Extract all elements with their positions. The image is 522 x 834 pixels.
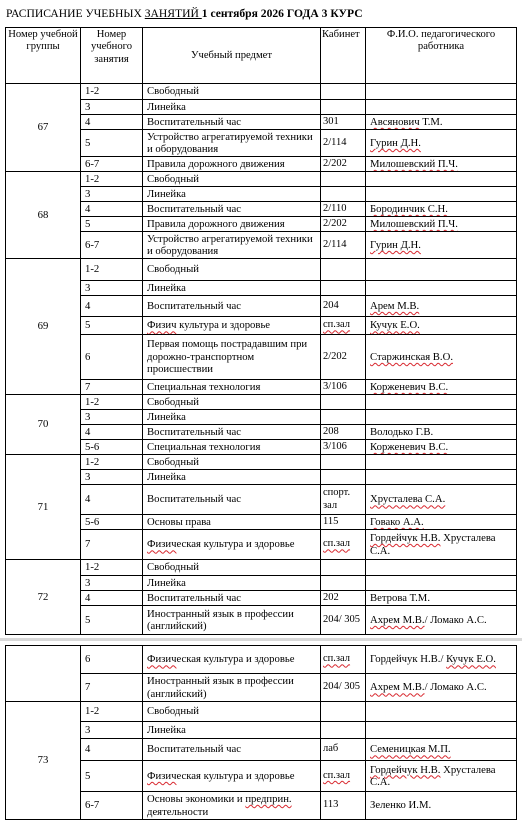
title-date-course: 1 сентября 2026 ГОДА 3 КУРС <box>201 7 363 20</box>
lesson-number: 6-7 <box>81 792 143 820</box>
lesson-number: 6 <box>81 335 143 380</box>
subject-name: Воспитательный час <box>143 739 321 761</box>
table-row <box>6 455 517 470</box>
teacher-name: Хрусталева С.А. <box>366 485 517 515</box>
teacher-name <box>366 722 517 739</box>
room-number: сп.зал <box>321 761 366 792</box>
teacher-name: Зеленко И.М. <box>366 792 517 820</box>
room-number: 2/110 <box>321 202 366 217</box>
room-number: 2/202 <box>321 217 366 232</box>
teacher-name: Володько Г.В. <box>366 425 517 440</box>
table-row <box>6 761 517 792</box>
subject-name: Линейка <box>143 281 321 296</box>
title-underlined-text: ЗАНЯТИЙ <box>144 7 202 20</box>
room-number: 3/106 <box>321 380 366 395</box>
table-row <box>6 157 517 172</box>
subject-name: Специальная технология <box>143 440 321 455</box>
teacher-name: Ахрем М.В./ Ломако А.С. <box>366 606 517 635</box>
lesson-number: 5-6 <box>81 440 143 455</box>
room-number <box>321 470 366 485</box>
subject-name: Воспитательный час <box>143 115 321 130</box>
teacher-name <box>366 470 517 485</box>
lesson-number: 1-2 <box>81 259 143 281</box>
table-row <box>6 646 517 674</box>
table-row <box>6 232 517 259</box>
group-number: 69 <box>6 259 81 395</box>
lesson-number: 1-2 <box>81 455 143 470</box>
teacher-name: Гордейчук Н.В./ Кучук Е.О. <box>366 646 517 674</box>
teacher-name: Говако А.А. <box>366 515 517 530</box>
table-row <box>6 130 517 157</box>
room-number <box>321 702 366 722</box>
room-number <box>321 259 366 281</box>
subject-name: Свободный <box>143 455 321 470</box>
subject-name: Воспитательный час <box>143 485 321 515</box>
table-row <box>6 425 517 440</box>
table-row <box>6 259 517 281</box>
lesson-number: 1-2 <box>81 560 143 576</box>
header-lesson: Номер учебного занятия <box>81 28 143 84</box>
lesson-number: 4 <box>81 485 143 515</box>
teacher-name: Корженевич В.С. <box>366 440 517 455</box>
table-row <box>6 410 517 425</box>
subject-name: Воспитательный час <box>143 425 321 440</box>
table-row <box>6 100 517 115</box>
subject-name: Воспитательный час <box>143 296 321 317</box>
room-number <box>321 560 366 576</box>
lesson-number: 5-6 <box>81 515 143 530</box>
lesson-number: 6-7 <box>81 157 143 172</box>
subject-name: Линейка <box>143 722 321 739</box>
lesson-number: 5 <box>81 606 143 635</box>
teacher-name: Бородинчик С.Н. <box>366 202 517 217</box>
table-row <box>6 296 517 317</box>
room-number: лаб <box>321 739 366 761</box>
lesson-number: 6 <box>81 646 143 674</box>
subject-name: Свободный <box>143 560 321 576</box>
group-number: 73 <box>6 702 81 820</box>
room-number: 115 <box>321 515 366 530</box>
subject-name: Физическая культура и здоровье <box>143 761 321 792</box>
table-row <box>6 115 517 130</box>
header-teacher: Ф.И.О. педагогического работника <box>366 28 517 84</box>
teacher-name: Авсянович Т.М. <box>366 115 517 130</box>
teacher-name: Милошевский П.Ч. <box>366 217 517 232</box>
lesson-number: 4 <box>81 115 143 130</box>
teacher-name <box>366 187 517 202</box>
room-number: 202 <box>321 591 366 606</box>
table-row <box>6 317 517 335</box>
room-number <box>321 281 366 296</box>
lesson-number: 4 <box>81 591 143 606</box>
teacher-name <box>366 560 517 576</box>
teacher-name: Ветрова Т.М. <box>366 591 517 606</box>
subject-name: Свободный <box>143 84 321 100</box>
table-row <box>6 84 517 100</box>
room-number: 2/114 <box>321 130 366 157</box>
group-number: 70 <box>6 395 81 455</box>
subject-name: Линейка <box>143 470 321 485</box>
subject-name: Линейка <box>143 187 321 202</box>
teacher-name <box>366 455 517 470</box>
subject-name: Иностранный язык в профессии (английский) <box>143 674 321 702</box>
group-number-empty <box>6 646 81 702</box>
room-number: сп.зал <box>321 530 366 560</box>
table-row <box>6 395 517 410</box>
table-row <box>6 722 517 739</box>
room-number: 2/202 <box>321 335 366 380</box>
lesson-number: 3 <box>81 187 143 202</box>
subject-name: Свободный <box>143 259 321 281</box>
group-number: 72 <box>6 560 81 635</box>
teacher-name: Гордейчук Н.В. Хрусталева С.А. <box>366 761 517 792</box>
table-row <box>6 576 517 591</box>
room-number <box>321 172 366 187</box>
header-group: Номер учебной группы <box>6 28 81 84</box>
teacher-name <box>366 172 517 187</box>
subject-name: Свободный <box>143 395 321 410</box>
table-row <box>6 470 517 485</box>
lesson-number: 5 <box>81 317 143 335</box>
room-number <box>321 722 366 739</box>
lesson-number: 4 <box>81 739 143 761</box>
schedule-table <box>5 27 517 635</box>
room-number <box>321 576 366 591</box>
room-number <box>321 410 366 425</box>
table-row <box>6 217 517 232</box>
room-number: 204/ 305 <box>321 674 366 702</box>
subject-name: Первая помощь пострадавшим при дорожно-транспортном происшествии <box>143 335 321 380</box>
subject-name: Устройство агрегатируемой техники и оборудования <box>143 232 321 259</box>
room-number <box>321 187 366 202</box>
subject-name: Свободный <box>143 172 321 187</box>
lesson-number: 3 <box>81 576 143 591</box>
teacher-name <box>366 84 517 100</box>
subject-name: Свободный <box>143 702 321 722</box>
teacher-name: Кучук Е.О. <box>366 317 517 335</box>
lesson-number: 4 <box>81 425 143 440</box>
table-row <box>6 674 517 702</box>
lesson-number: 6-7 <box>81 232 143 259</box>
lesson-number: 5 <box>81 761 143 792</box>
room-number <box>321 455 366 470</box>
room-number: 2/202 <box>321 157 366 172</box>
subject-name: Основы права <box>143 515 321 530</box>
lesson-number: 7 <box>81 530 143 560</box>
table-row <box>6 335 517 380</box>
table-row <box>6 530 517 560</box>
table-row <box>6 739 517 761</box>
lesson-number: 3 <box>81 470 143 485</box>
header-row <box>6 28 517 84</box>
teacher-name: Ахрем М.В./ Ломако А.С. <box>366 674 517 702</box>
table-row <box>6 380 517 395</box>
lesson-number: 3 <box>81 100 143 115</box>
lesson-number: 1-2 <box>81 395 143 410</box>
lesson-number: 3 <box>81 281 143 296</box>
table-row <box>6 202 517 217</box>
teacher-name <box>366 576 517 591</box>
lesson-number: 4 <box>81 296 143 317</box>
lesson-number: 4 <box>81 202 143 217</box>
subject-name: Физическая культура и здоровье <box>143 646 321 674</box>
table-row <box>6 172 517 187</box>
subject-name: Воспитательный час <box>143 202 321 217</box>
subject-name: Правила дорожного движения <box>143 217 321 232</box>
room-number: 204 <box>321 296 366 317</box>
page-break <box>0 638 522 641</box>
lesson-number: 1-2 <box>81 172 143 187</box>
teacher-name: Гурин Д.Н. <box>366 130 517 157</box>
teacher-name: Гурин Д.Н. <box>366 232 517 259</box>
teacher-name <box>366 100 517 115</box>
lesson-number: 7 <box>81 674 143 702</box>
room-number: сп.зал <box>321 317 366 335</box>
room-number: 113 <box>321 792 366 820</box>
subject-name: Иностранный язык в профессии (английский) <box>143 606 321 635</box>
teacher-name: Гордейчук Н.В. Хрусталева С.А. <box>366 530 517 560</box>
lesson-number: 5 <box>81 130 143 157</box>
lesson-number: 7 <box>81 380 143 395</box>
teacher-name: Корженевич В.С. <box>366 380 517 395</box>
lesson-number: 1-2 <box>81 702 143 722</box>
teacher-name <box>366 702 517 722</box>
subject-name: Основы экономики и предприн. деятельности <box>143 792 321 820</box>
table-row <box>6 187 517 202</box>
table-row <box>6 792 517 820</box>
teacher-name <box>366 259 517 281</box>
table-row <box>6 591 517 606</box>
table-row <box>6 440 517 455</box>
table-row <box>6 560 517 576</box>
subject-name: Устройство агрегатируемой техники и оборудования <box>143 130 321 157</box>
document-title <box>6 7 363 21</box>
table-row <box>6 485 517 515</box>
teacher-name <box>366 410 517 425</box>
room-number: 301 <box>321 115 366 130</box>
room-number <box>321 100 366 115</box>
subject-name: Правила дорожного движения <box>143 157 321 172</box>
teacher-name: Старжинская В.О. <box>366 335 517 380</box>
teacher-name: Семеницкая М.П. <box>366 739 517 761</box>
teacher-name: Арем М.В. <box>366 296 517 317</box>
room-number: 2/114 <box>321 232 366 259</box>
room-number: 204/ 305 <box>321 606 366 635</box>
header-subject: Учебный предмет <box>143 28 321 84</box>
table-row <box>6 702 517 722</box>
header-room: Кабинет <box>321 28 366 84</box>
group-number: 67 <box>6 84 81 172</box>
table-row <box>6 606 517 635</box>
subject-name: Физическая культура и здоровье <box>143 530 321 560</box>
room-number: спорт. зал <box>321 485 366 515</box>
table-row <box>6 281 517 296</box>
lesson-number: 1-2 <box>81 84 143 100</box>
lesson-number: 3 <box>81 410 143 425</box>
title-text: РАСПИСАНИЕ УЧЕБНЫХ <box>6 7 145 20</box>
subject-name: Физич культура и здоровье <box>143 317 321 335</box>
room-number <box>321 84 366 100</box>
table-row <box>6 515 517 530</box>
teacher-name: Милошевский П.Ч. <box>366 157 517 172</box>
group-number: 71 <box>6 455 81 560</box>
subject-name: Линейка <box>143 576 321 591</box>
teacher-name <box>366 395 517 410</box>
teacher-name <box>366 281 517 296</box>
room-number <box>321 395 366 410</box>
schedule-table-continued <box>5 645 517 820</box>
subject-name: Воспитательный час <box>143 591 321 606</box>
subject-name: Линейка <box>143 410 321 425</box>
room-number: 208 <box>321 425 366 440</box>
room-number: сп.зал <box>321 646 366 674</box>
lesson-number: 3 <box>81 722 143 739</box>
subject-name: Специальная технология <box>143 380 321 395</box>
room-number: 3/106 <box>321 440 366 455</box>
lesson-number: 5 <box>81 217 143 232</box>
subject-name: Линейка <box>143 100 321 115</box>
group-number: 68 <box>6 172 81 259</box>
